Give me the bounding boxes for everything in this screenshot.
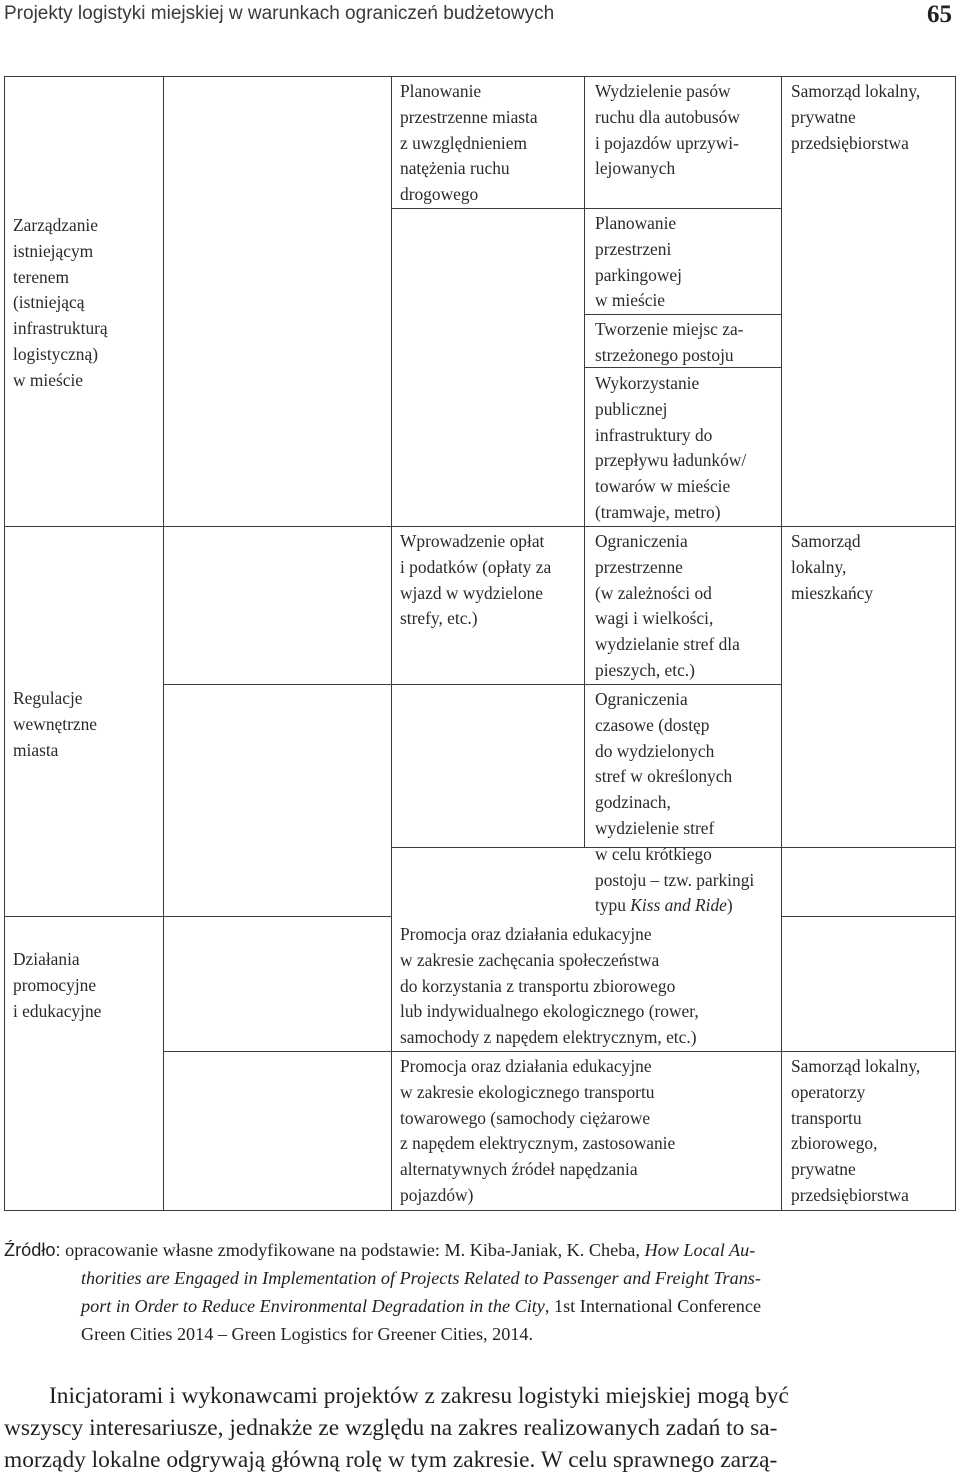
col2-row-line-2: [163, 684, 392, 685]
col5-row-line-1: [781, 526, 956, 527]
action-public-infrastructure: Wykorzystanie publicznej infrastruktury do przepływu ładunków/ towarów w mieście (tramwaje, metro): [595, 373, 747, 522]
table-border-right: [955, 76, 956, 1211]
source-text: opracowanie własne zmodyfikowane na podstawie: M. Kiba-Janiak, K. Cheba,: [60, 1240, 645, 1260]
action-parking-planning: Planowanie przestrzeni parkingowej w mieście: [595, 213, 682, 311]
table-border-top: [4, 76, 956, 77]
category-regulation: Regulacje wewnętrzne miasta: [13, 688, 98, 760]
col3-row-line-1: [391, 208, 585, 209]
table-border-bottom: [4, 1210, 956, 1211]
paragraph-line-3: morządy lokalne odgrywają główną rolę w tym zakresie. W celu sprawnego zarzą-: [4, 1447, 778, 1473]
source-conference-line: Green Cities 2014 – Green Logistics for Greener Cities, 2014.: [81, 1324, 534, 1344]
source-label: Źródło:: [4, 1240, 61, 1260]
table-border-left: [4, 76, 5, 1211]
col-sep-1: [163, 76, 164, 1211]
action-time-limits: [595, 687, 754, 919]
body-paragraph: [4, 1380, 956, 1476]
col2-row-line-3: [163, 916, 392, 917]
stakeholders-3: Samorząd lokalny, operatorzy transportu zbiorowego, prywatne przedsiębiorstwa: [791, 1056, 921, 1205]
action-reserved-stops: Tworzenie miejsc za- strzeżonego postoju: [595, 319, 744, 365]
col4-row-line-4: [584, 526, 782, 527]
col3-row-line-2: [391, 526, 585, 527]
category-promotion: Działania promocyjne i edukacyjne: [13, 949, 102, 1021]
source-note: [4, 1236, 956, 1348]
page-header: [0, 0, 960, 40]
col2-row-line-4: [163, 1051, 392, 1052]
category-management: Zarządzanie istniejącym terenem (istniejącą infrastrukturą logistyczną) w mieście: [13, 215, 108, 390]
running-title: Projekty logistyki miejskiej w warunkach ograniczeń budżetowych: [4, 3, 555, 24]
projects-table: [4, 76, 956, 1211]
time-limits-text: Ograniczenia czasowe (dostęp do wydzielonych stref w określonych godzinach, wydzielenie stref w celu krótkiego postoju – tzw. parkingi typu: [595, 689, 755, 916]
action-spatial-planning: Planowanie przestrzenne miasta z uwzględnieniem natężenia ruchu drogowego: [400, 81, 538, 205]
col5-row-line-2: [781, 916, 956, 917]
action-bus-lanes: Wydzielenie pasów ruchu dla autobusów i pojazdów uprzywi- lejowanych: [595, 81, 740, 179]
col2-row-line-1: [163, 526, 392, 527]
action-spatial-limits: Ograniczenia przestrzenne (w zależności od wagi i wielkości, wydzielanie stref dla pieszych, etc.): [595, 531, 740, 680]
col4-row-line-5: [584, 684, 782, 685]
paragraph-line-2: wszyscy interesariusze, jednakże ze względu na zakres realizowanych zadań to sa-: [4, 1415, 778, 1441]
source-title-part-2: thorities are Engaged in Implementation of Projects Related to Passenger and Freight Trans-: [81, 1268, 761, 1288]
col-sep-2: [391, 76, 392, 1211]
stakeholders-2: Samorząd lokalny, mieszkańcy: [791, 531, 874, 603]
col1-row-line-1: [4, 526, 164, 527]
time-limits-close: ): [726, 895, 733, 916]
action-promo-freight: Promocja oraz działania edukacyjne w zakresie ekologicznego transportu towarowego (samochody ciężarowe z napędem elektrycznym, zastosowanie alternatywnych źródeł napędzania pojazdów): [400, 1056, 676, 1205]
col3-row-line-3: [391, 684, 585, 685]
action-fees-taxes: Wprowadzenie opłat i podatków (opłaty za wjazd w wydzielone strefy, etc.): [400, 531, 552, 629]
row-line-promo-mid: [391, 1051, 956, 1052]
col-sep-4: [781, 76, 782, 1211]
source-title-part-1: How Local Au-: [644, 1240, 756, 1260]
paragraph-line-1: Inicjatorami i wykonawcami projektów z zakresu logistyki miejskiej mogą być: [49, 1383, 789, 1409]
page-number: 65: [927, 1, 952, 28]
stakeholders-1: Samorząd lokalny, prywatne przedsiębiorstwa: [791, 81, 921, 153]
col4-row-line-1: [584, 208, 782, 209]
col-sep-3: [584, 76, 585, 847]
source-conference: , 1st International Conference: [544, 1296, 762, 1316]
col1-row-line-2: [4, 916, 164, 917]
source-title-part-3: port in Order to Reduce Environmental Degradation in the City: [81, 1296, 545, 1316]
kiss-and-ride-term: Kiss and Ride: [630, 895, 727, 916]
action-promo-public-transport: Promocja oraz działania edukacyjne w zakresie zachęcania społeczeństwa do korzystania z transportu zbiorowego lub indywidualnego ekologicznego (rower, samochody z napędem elektrycznym, etc.): [400, 924, 699, 1048]
